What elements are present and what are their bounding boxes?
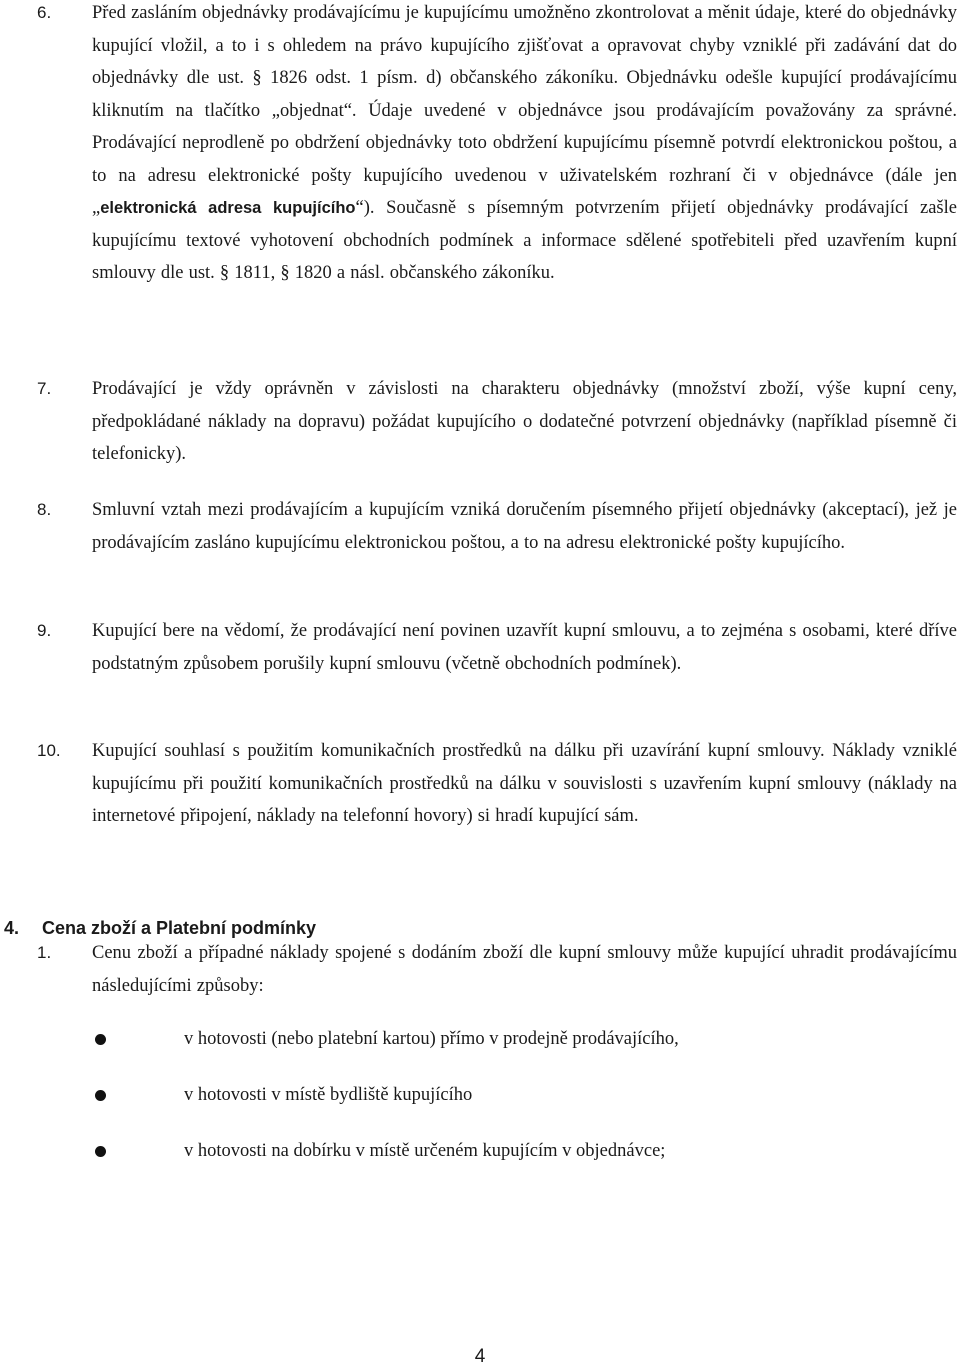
- section-list-item-1: [0, 937, 960, 1002]
- item-text-part: “). Současně s písemným potvrzením přijetí objednávky prodávající zašle kupujícímu textové vyhotovení obchodních podmínek a informace sdělené spotřebiteli před uzavřením kupní smlouvy dle ust. § 1811, § 1820 a násl. občanského zákoníku.: [92, 198, 957, 283]
- defined-term-email: elektronická adresa kupujícího: [100, 199, 356, 217]
- item-text: Kupující souhlasí s použitím komunikačních prostředků na dálku při uzavírání kupní smlouvy. Náklady vzniklé kupujícímu při použití komunikačních prostředků na dálku v souvislosti s uzavřením kupní smlouvy (náklady na internetové připojení, náklady na telefonní hovory) si hradí kupující sám.: [92, 741, 957, 826]
- item-number: 9.: [37, 621, 52, 640]
- bullet-text: v hotovosti (nebo platební kartou) přímo v prodejně prodávajícího,: [184, 1029, 679, 1049]
- bullet-icon: [95, 1034, 106, 1045]
- list-item-6: [0, 0, 960, 290]
- bullet-text: v hotovosti na dobírku v místě určeném kupujícím v objednávce;: [184, 1141, 666, 1161]
- item-number: 7.: [37, 379, 52, 398]
- item-number: 10.: [37, 741, 61, 760]
- item-text: Kupující bere na vědomí, že prodávající není povinen uzavřít kupní smlouvu, a to zejména s osobami, které dříve podstatným způsobem porušily kupní smlouvu (včetně obchodních podmínek).: [92, 621, 957, 674]
- bullet-item: [0, 1135, 960, 1167]
- item-number: 8.: [37, 500, 52, 519]
- bullet-text: v hotovosti v místě bydliště kupujícího: [184, 1085, 473, 1105]
- page-number: 4: [474, 1346, 486, 1367]
- bullet-icon: [95, 1146, 106, 1157]
- item-text: Smluvní vztah mezi prodávajícím a kupujícím vzniká doručením písemného přijetí objednávky (akceptací), jež je prodávajícím zasláno kupujícímu elektronickou poštou, a to na adresu elektronické pošty kupujícího.: [92, 500, 957, 553]
- bullet-item: [0, 1079, 960, 1111]
- item-text: Prodávající je vždy oprávněn v závislosti na charakteru objednávky (množství zboží, výše kupní ceny, předpokládané náklady na dopravu) požádat kupujícího o dodatečné potvrzení objednávky (například písemně či telefonicky).: [92, 379, 957, 464]
- list-item-7: [0, 373, 960, 471]
- item-number: 1.: [37, 943, 52, 962]
- bullet-item: [0, 1023, 960, 1055]
- list-item-10: [0, 735, 960, 833]
- list-item-8: [0, 494, 960, 559]
- item-text: Cenu zboží a případné náklady spojené s dodáním zboží dle kupní smlouvy může kupující uhradit prodávajícímu následujícími způsoby:: [92, 943, 957, 996]
- bullet-icon: [95, 1090, 106, 1101]
- section-title: Cena zboží a Platební podmínky: [42, 918, 317, 938]
- item-text: [92, 0, 957, 290]
- section-number: 4.: [4, 918, 20, 938]
- list-item-9: [0, 615, 960, 680]
- item-text-part: Před zasláním objednávky prodávajícímu je kupujícímu umožněno zkontrolovat a měnit údaje, které do objednávky kupující vložil, a to i s ohledem na právo kupujícího zjišťovat a opravovat chyby vzniklé při zadávání dat do objednávky dle ust. § 1826 odst. 1 písm. d) občanského zákoníku. Objednávku odešle kupující prodávajícímu kliknutím na tlačítko „objednat“. Údaje uvedené v objednávce jsou prodávajícím považovány za správné. Prodávající neprodleně po obdržení objednávky toto obdržení kupujícímu písemně potvrdí elektronickou poštou, a to na adresu elektronické pošty kupujícího uvedenou v uživatelském rozhraní či v objednávce (dále jen „: [92, 3, 957, 218]
- item-number: 6.: [37, 3, 52, 22]
